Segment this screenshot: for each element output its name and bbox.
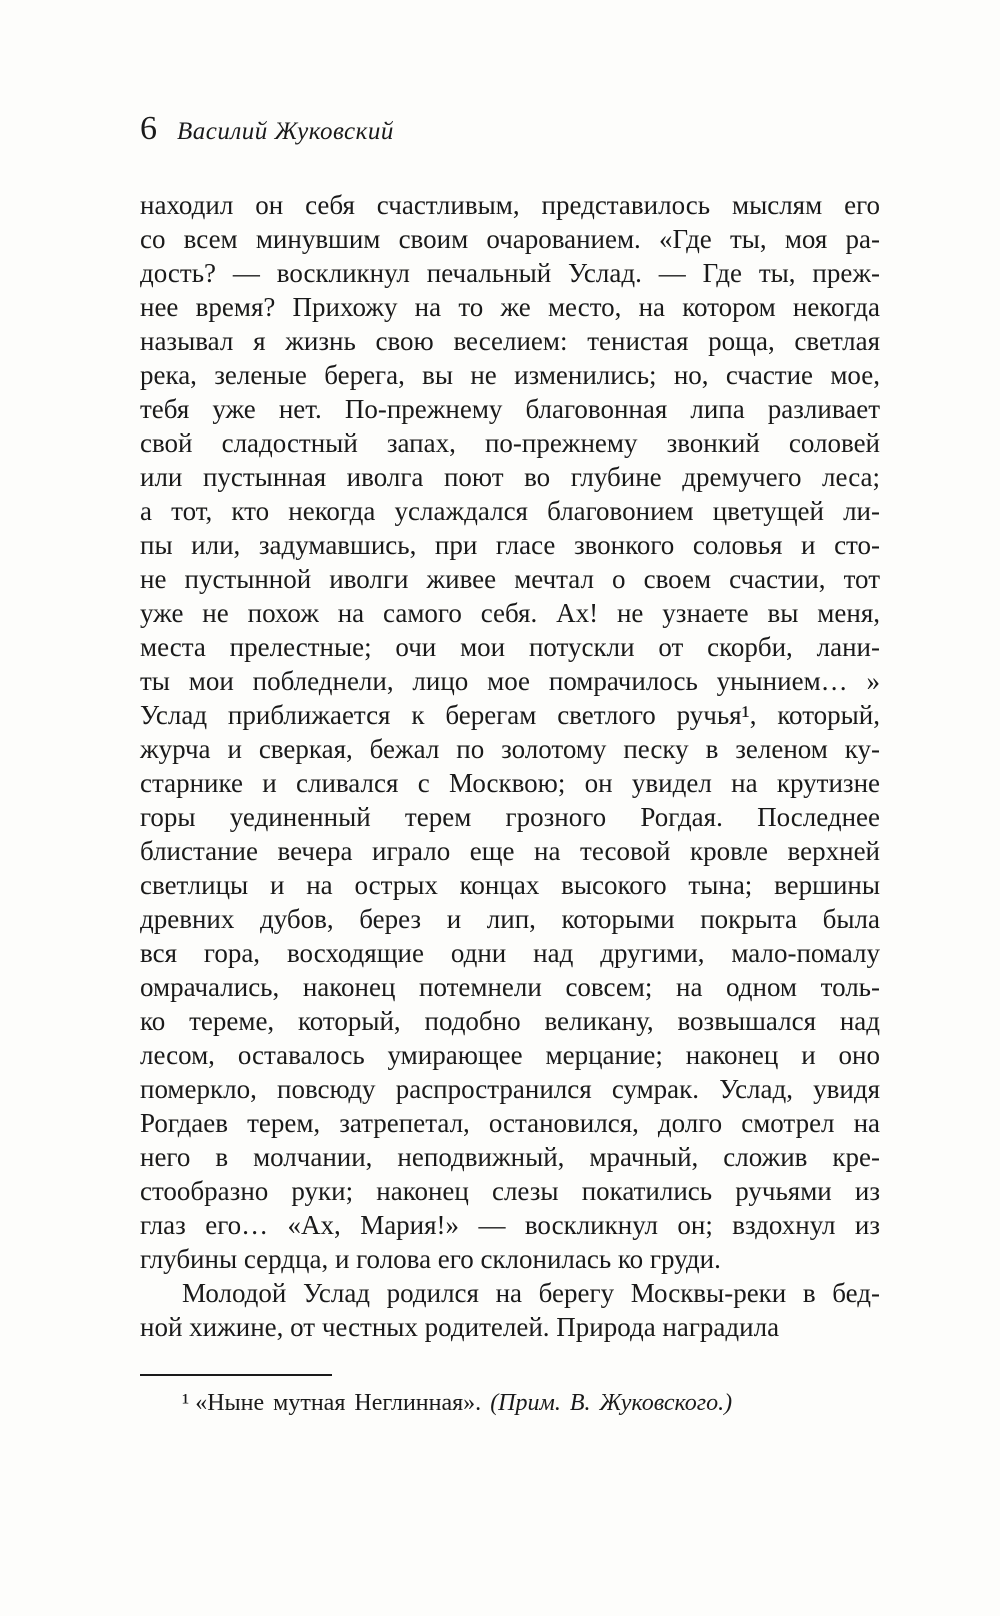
text-line: блистание вечера играло еще на тесовой кровле верхней xyxy=(140,836,880,866)
paragraph xyxy=(140,1276,880,1344)
footnote-marker: ¹ xyxy=(182,1390,190,1416)
text-line: называл я жизнь свою веселием: тенистая роща, светлая xyxy=(140,326,880,356)
text-line: ты мои побледнели, лицо мое помрачилось унынием… » xyxy=(140,666,880,696)
text-line: вся гора, восходящие одни над другими, мало-помалу xyxy=(140,938,880,968)
text-line: а тот, кто некогда услаждался благовонием цветущей ли- xyxy=(140,496,880,526)
running-header-author: Василий Жуковский xyxy=(177,118,394,145)
text-line: места прелестные; очи мои потускли от скорби, лани- xyxy=(140,632,880,662)
text-line: Рогдаев терем, затрепетал, остановился, долго смотрел на xyxy=(140,1108,880,1138)
text-line: глаз его… «Ах, Мария!» — воскликнул он; вздохнул из xyxy=(140,1210,880,1240)
page-number: 6 xyxy=(140,110,157,147)
text-line: река, зеленые берега, вы не изменились; но, счастие мое, xyxy=(140,360,880,390)
text-line: нее время? Прихожу на то же место, на котором некогда xyxy=(140,292,880,322)
text-line: омрачались, наконец потемнели совсем; на одном толь- xyxy=(140,972,880,1002)
text-line: старнике и сливался с Москвою; он увидел на крутизне xyxy=(140,768,880,798)
footnote-text: «Ныне мутная Неглинная». xyxy=(195,1390,491,1416)
text-line: глубины сердца, и голова его склонилась ко груди. xyxy=(140,1244,721,1274)
footnote-attribution: (Прим. В. Жуковского.) xyxy=(490,1390,733,1416)
text-line: или пустынная иволга поют во глубине дремучего леса; xyxy=(140,462,880,492)
body-text xyxy=(140,188,880,1344)
text-line: ной хижине, от честных родителей. Природа наградила xyxy=(140,1312,780,1342)
text-line: дость? — воскликнул печальный Услад. — Где ты, преж- xyxy=(140,258,880,288)
paragraph xyxy=(140,188,880,1276)
text-line: стообразно руки; наконец слезы покатились ручьями из xyxy=(140,1176,880,1206)
text-line: свой сладостный запах, по-прежнему звонкий соловей xyxy=(140,428,880,458)
running-header xyxy=(140,112,880,154)
text-line: лесом, оставалось умирающее мерцание; наконец и оно xyxy=(140,1040,880,1070)
text-line: него в молчании, неподвижный, мрачный, сложив кре- xyxy=(140,1142,880,1172)
text-line: не пустынной иволги живее мечтал о своем счастии, тот xyxy=(140,564,880,594)
text-line: померкло, повсюду распространился сумрак. Услад, увидя xyxy=(140,1074,880,1104)
text-line: журча и сверкая, бежал по золотому песку в зеленом ку- xyxy=(140,734,880,764)
text-line: светлицы и на острых концах высокого тына; вершины xyxy=(140,870,880,900)
text-line: Услад приближается к берегам светлого ручья¹, который, xyxy=(140,700,880,730)
text-line: со всем минувшим своим очарованием. «Где ты, моя ра- xyxy=(140,224,880,254)
text-line: древних дубов, берез и лип, которыми покрыта была xyxy=(140,904,880,934)
text-line: пы или, задумавшись, при гласе звонкого соловья и сто- xyxy=(140,530,880,560)
text-line: тебя уже нет. По-прежнему благовонная липа разливает xyxy=(140,394,880,424)
footnote xyxy=(140,1388,880,1418)
text-line: горы уединенный терем грозного Рогдая. Последнее xyxy=(140,802,880,832)
footnote-divider xyxy=(140,1374,332,1376)
text-line: находил он себя счастливым, представилось мыслям его xyxy=(140,190,880,220)
text-line: ко тереме, который, подобно великану, возвышался над xyxy=(140,1006,880,1036)
text-line: Молодой Услад родился на берегу Москвы-реки в бед- xyxy=(182,1278,880,1308)
text-line: уже не похож на самого себя. Ах! не узнаете вы меня, xyxy=(140,598,880,628)
